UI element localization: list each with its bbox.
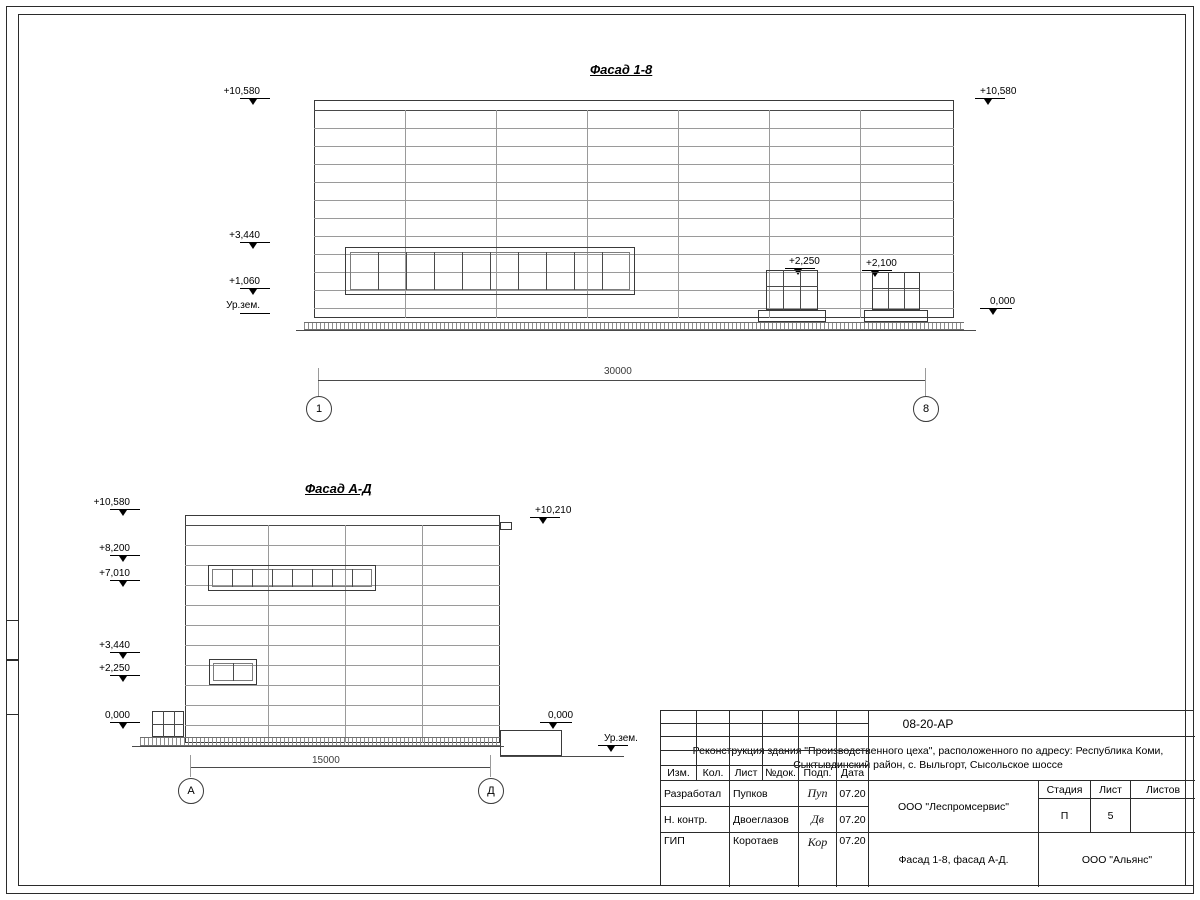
facade-1-8-mark-2100: +2,100 bbox=[866, 258, 897, 269]
col-header-podp: Подп. bbox=[799, 766, 837, 781]
facade-a-d-mark-8200: +8,200 bbox=[99, 543, 130, 554]
facade-1-8-porch-2-base bbox=[864, 310, 928, 322]
facade-1-8-dimension-value: 30000 bbox=[604, 366, 632, 377]
revision-cell bbox=[697, 751, 730, 766]
facade-1-8-title: Фасад 1-8 bbox=[590, 62, 653, 77]
role-nkontr: Н. контр. bbox=[661, 807, 730, 833]
facade-a-d-dimension-line bbox=[190, 767, 490, 768]
facade-a-d-mark-2250: +2,250 bbox=[99, 663, 130, 674]
facade-a-d-parapet-line bbox=[185, 525, 500, 526]
facade-1-8-axis-8: 8 bbox=[913, 396, 939, 422]
date-gip: 07.20 bbox=[837, 833, 869, 887]
sheet-name: Фасад 1-8, фасад А-Д. bbox=[869, 833, 1039, 887]
margin-stub-lower bbox=[6, 660, 18, 715]
revision-cell bbox=[661, 737, 697, 751]
facade-a-d-ground-line-right bbox=[500, 756, 624, 757]
facade-1-8-mark-1060: +1,060 bbox=[229, 276, 260, 287]
revision-cell bbox=[799, 711, 837, 724]
col-header-data: Дата bbox=[837, 766, 869, 781]
stage-header: Стадия bbox=[1039, 781, 1091, 799]
facade-1-8-arrow-10580-right bbox=[984, 99, 992, 105]
revision-cell bbox=[799, 737, 837, 751]
facade-1-8-ground-line bbox=[296, 330, 976, 331]
facade-a-d-right-step bbox=[500, 730, 562, 756]
facade-1-8-dimension-line bbox=[318, 380, 925, 381]
facade-a-d-building-outline bbox=[185, 515, 500, 743]
facade-a-d-mark-3440: +3,440 bbox=[99, 640, 130, 651]
revision-cell bbox=[837, 737, 869, 751]
facade-1-8-mark-3440: +3,440 bbox=[229, 230, 260, 241]
revision-cell bbox=[763, 737, 799, 751]
signature-nkontr: Дв bbox=[799, 807, 837, 833]
facade-a-d-ground-hatch bbox=[140, 737, 500, 746]
facade-a-d-mark-0000-right: 0,000 bbox=[548, 710, 574, 721]
facade-1-8-porch-1 bbox=[766, 270, 818, 310]
title-block-object: Реконструкция здания "Производственного цеха", расположенного по адресу: Республика Коми, Сыктывдинский район, с. Выльгорт, Сысольское шоссе bbox=[661, 737, 1195, 781]
sheets-header: Листов bbox=[1131, 781, 1195, 799]
name-razrabotal: Пупков bbox=[730, 781, 799, 807]
facade-1-8-axis-1: 1 bbox=[306, 396, 332, 422]
revision-cell bbox=[730, 737, 763, 751]
revision-cell bbox=[763, 711, 799, 724]
revision-cell bbox=[697, 724, 730, 737]
title-block-code: 08-20-АР bbox=[661, 711, 1195, 737]
facade-1-8-mark-10580-right: +10,580 bbox=[980, 86, 1017, 97]
revision-cell bbox=[661, 711, 697, 724]
facade-a-d-mark-0000-left: 0,000 bbox=[104, 710, 130, 721]
facade-1-8-ground-hatch bbox=[304, 322, 964, 330]
facade-1-8-arrow-3440 bbox=[249, 243, 257, 249]
signature-gip: Кор bbox=[799, 833, 837, 887]
facade-1-8-arrow-0000-right bbox=[989, 309, 997, 315]
facade-1-8-parapet-line bbox=[314, 110, 954, 111]
stage-value: П bbox=[1039, 799, 1091, 833]
sheet-value: 5 bbox=[1091, 799, 1131, 833]
facade-a-d-axis-a: А bbox=[178, 778, 204, 804]
revision-cell bbox=[730, 711, 763, 724]
facade-1-8-mark-0000-right: 0,000 bbox=[990, 296, 1016, 307]
contractor: ООО "Альянс" bbox=[1081, 854, 1153, 866]
facade-1-8-arrow-10580-left bbox=[249, 99, 257, 105]
facade-a-d-mark-ground-right: Ур.зем. bbox=[604, 733, 638, 744]
revision-cell bbox=[763, 751, 799, 766]
revision-cell bbox=[661, 751, 697, 766]
margin-stub-upper bbox=[6, 620, 18, 660]
revision-cell bbox=[799, 724, 837, 737]
revision-cell bbox=[799, 751, 837, 766]
facade-a-d-mark-10580: +10,580 bbox=[93, 497, 130, 508]
sheet-header: Лист bbox=[1091, 781, 1131, 799]
name-nkontr: Двоеглазов bbox=[730, 807, 799, 833]
facade-a-d-mark-7010: +7,010 bbox=[99, 568, 130, 579]
revision-cell bbox=[837, 751, 869, 766]
facade-1-8-mark-2250: +2,250 bbox=[789, 256, 820, 267]
facade-a-d-mark-10210: +10,210 bbox=[535, 505, 572, 516]
organization: ООО "Леспромсервис" bbox=[869, 781, 1039, 833]
name-gip: Коротаев bbox=[730, 833, 799, 887]
facade-a-d-axis-d: Д bbox=[478, 778, 504, 804]
revision-cell bbox=[661, 724, 697, 737]
facade-a-d-ground-line bbox=[132, 746, 504, 747]
title-block bbox=[660, 710, 1194, 886]
facade-a-d-title: Фасад А-Д bbox=[305, 481, 372, 496]
revision-cell bbox=[837, 724, 869, 737]
revision-cell bbox=[697, 737, 730, 751]
facade-1-8-tick-ground-left bbox=[240, 313, 270, 314]
role-razrabotal: Разработал bbox=[661, 781, 730, 807]
col-header-list: Лист bbox=[730, 766, 763, 781]
facade-1-8-mark-ground-left: Ур.зем. bbox=[226, 300, 260, 311]
sheets-value bbox=[1131, 799, 1195, 833]
revision-cell bbox=[763, 724, 799, 737]
signature-razrabotal: Пуп bbox=[799, 781, 837, 807]
role-gip: ГИП bbox=[661, 833, 730, 887]
facade-1-8-porch-1-base bbox=[758, 310, 826, 322]
facade-a-d-dimension-value: 15000 bbox=[312, 755, 340, 766]
col-header-ndok: №док. bbox=[763, 766, 799, 781]
date-razrabotal: 07.20 bbox=[837, 781, 869, 807]
col-header-izm: Изм. bbox=[661, 766, 697, 781]
facade-1-8-porch-2 bbox=[872, 272, 920, 310]
col-header-kol: Кол. bbox=[697, 766, 730, 781]
facade-1-8-arrow-1060 bbox=[249, 289, 257, 295]
revision-cell bbox=[730, 751, 763, 766]
date-nkontr: 07.20 bbox=[837, 807, 869, 833]
facade-a-d-roof-stub bbox=[500, 522, 512, 530]
revision-cell bbox=[697, 711, 730, 724]
revision-cell bbox=[837, 711, 869, 724]
revision-cell bbox=[730, 724, 763, 737]
facade-1-8-mark-10580-left: +10,580 bbox=[223, 86, 260, 97]
